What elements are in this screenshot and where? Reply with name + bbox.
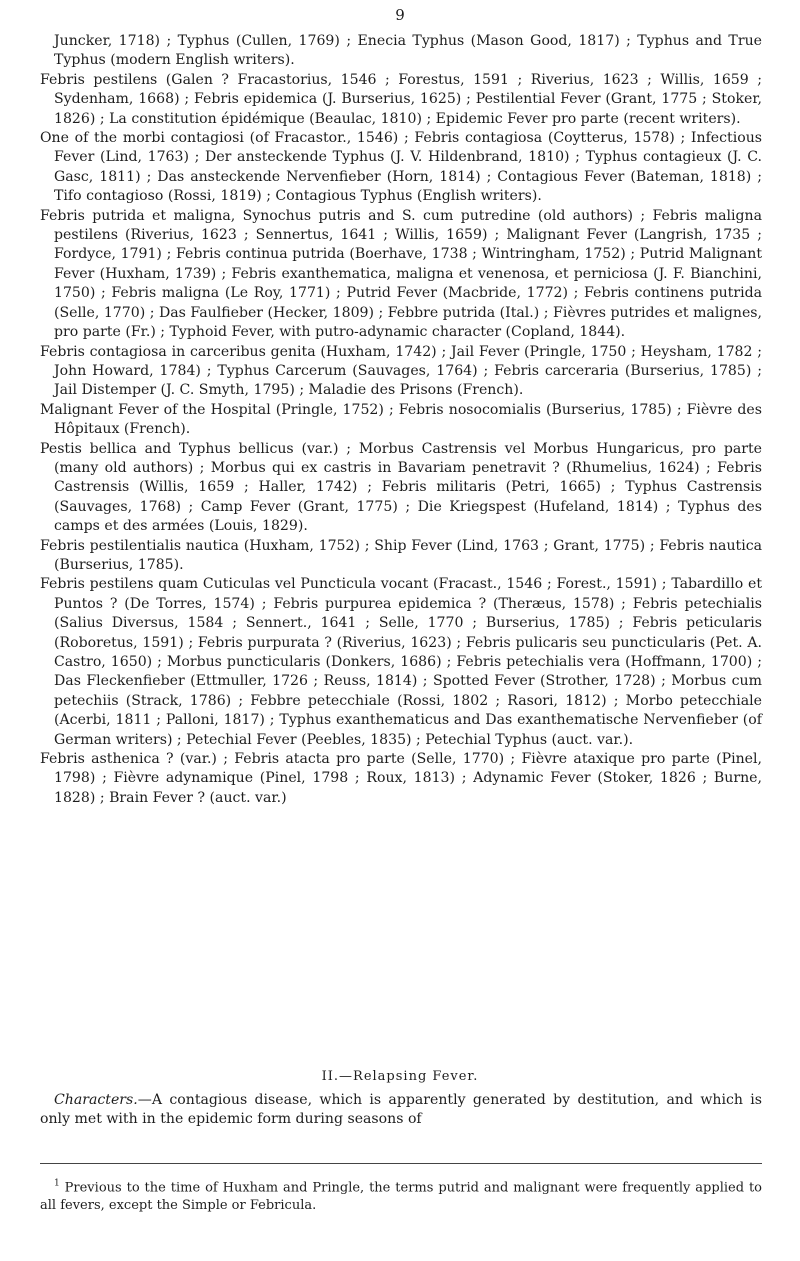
paragraph-9: Febris pestilens quam Cuticulas vel Puncticula vocant (Fracast., 1546 ; Forest., 1591) ; Tabardillo et Puntos ? (De Torres, 1574) ; Febris purpurea epidemica ? (Theræus, 1578) ; Febris petechialis (Salius Diversus, 1584 ; Sennert., 1641 ; Selle, 1770 ; Burserius, 1785) ; Febris peticularis (Roboretus, 1591) ; Febris purpurata ? (Riverius, 1623) ; Febris pulicaris seu puncticularis (Pet. A. Castro, 1650) ; Morbus puncticularis (Donkers, 1686) ; Febris petechialis vera (Hoffmann, 1700) ; Das Fleckenfieber (Ettmuller, 1726 ; Reuss, 1814) ; Spotted Fever (Strother, 1728) ; Morbus cum petechiis (Strack, 1786) ; Febbre petecchiale (Rossi, 1802 ; Rasori, 1812) ; Morbo petecchiale (Acerbi, 1811 ; Palloni, 1817) ; Typhus exanthematicus and Das exanthematische Nervenfieber (of German writers) ; Petechial Fever (Peebles, 1835) ; Petechial Typhus (auct. var.). [40, 576, 762, 748]
paragraph-5: Febris contagiosa in carceribus genita (Huxham, 1742) ; Jail Fever (Pringle, 1750 ; Heysham, 1782 ; John Howard, 1784) ; Typhus Carcerum (Sauvages, 1764) ; Febris carceraria (Burserius, 1785) ; Jail Distemper (J. C. Smyth, 1795) ; Maladie des Prisons (French). [40, 343, 762, 399]
characters-text: —A contagious disease, which is apparently generated by destitution, and which is only met with in the epidemic form during seasons of [40, 1092, 762, 1128]
section-heading: II.—Relapsing Fever. [321, 1069, 479, 1084]
paragraph-4: Febris putrida et maligna, Synochus putris and S. cum putredine (old authors) ; Febris maligna pestilens (Riverius, 1623 ; Sennertus, 1641 ; Willis, 1659) ; Malignant Fever (Langrish, 1735 ; Fordyce, 1791) ; Febris continua putrida (Boerhave, 1738 ; Wintringham, 1752) ; Putrid Malignant Fever (Huxham, 1739) ; Febris exanthematica, maligna et venenosa, et perniciosa (J. F. Bianchini, 1750) ; Febris maligna (Le Roy, 1771) ; Putrid Fever (Macbride, 1772) ; Febris continens putrida (Selle, 1770) ; Das Faulfieber (Hecker, 1809) ; Febbre putrida (Ital.) ; Fièvres putrides et malignes, pro parte (Fr.) ; Typhoid Fever, with putro-adynamic character (Copland, 1844). [40, 207, 762, 341]
footnote-text: Previous to the time of Huxham and Pringle, the terms putrid and malignant were frequently applied to all fevers, except the Simple or Febricula. [40, 1180, 762, 1214]
page-number: 9 [395, 6, 405, 24]
synonym-list [40, 32, 762, 808]
characters-label: Characters. [54, 1092, 138, 1108]
characters-paragraph [40, 1091, 762, 1130]
paragraph-2: Febris pestilens (Galen ? Fracastorius, 1546 ; Forestus, 1591 ; Riverius, 1623 ; Willis, 1659 ; Sydenham, 1668) ; Febris epidemica (J. Burserius, 1625) ; Pestilential Fever (Grant, 1775 ; Stoker, 1826) ; La constitution épidémique (Beaulac, 1810) ; Epidemic Fever pro parte (recent writers). [40, 71, 762, 127]
paragraph-7: Pestis bellica and Typhus bellicus (var.) ; Morbus Castrensis vel Morbus Hungaricus, pro parte (many old authors) ; Morbus qui ex castris in Bavariam penetravit ? (Rhumelius, 1624) ; Febris Castrensis (Willis, 1659 ; Haller, 1742) ; Febris militaris (Petri, 1665) ; Typhus Castrensis (Sauvages, 1768) ; Camp Fever (Grant, 1775) ; Die Kriegspest (Hufeland, 1814) ; Typhus des camps et des armées (Louis, 1829). [40, 440, 762, 535]
paragraph-8: Febris pestilentialis nautica (Huxham, 1752) ; Ship Fever (Lind, 1763 ; Grant, 1775) ; Febris nautica (Burserius, 1785). [40, 537, 762, 573]
footnote-divider [40, 1163, 762, 1164]
paragraph-3: One of the morbi contagiosi (of Fracastor., 1546) ; Febris contagiosa (Coytterus, 1578) ; Infectious Fever (Lind, 1763) ; Der ansteckende Typhus (J. V. Hildenbrand, 1810) ; Typhus contagieux (J. C. Gasc, 1811) ; Das ansteckende Nervenfieber (Horn, 1814) ; Contagious Fever (Bateman, 1818) ; Tifo contagioso (Rossi, 1819) ; Contagious Typhus (English writers). [40, 130, 762, 205]
paragraph-1: Juncker, 1718) ; Typhus (Cullen, 1769) ; Enecia Typhus (Mason Good, 1817) ; Typhus and True Typhus (modern English writers). [54, 33, 762, 69]
paragraph-6: Malignant Fever of the Hospital (Pringle, 1752) ; Febris nosocomialis (Burserius, 1785) ; Fièvre des Hôpitaux (French). [40, 401, 762, 438]
footnote-marker: 1 [54, 1179, 60, 1189]
paragraph-10: Febris asthenica ? (var.) ; Febris atacta pro parte (Selle, 1770) ; Fièvre ataxique pro parte (Pinel, 1798) ; Fièvre adynamique (Pinel, 1798 ; Roux, 1813) ; Adynamic Fever (Stoker, 1826 ; Burne, 1828) ; Brain Fever ? (auct. var.) [40, 751, 762, 806]
footnote [40, 1175, 762, 1215]
